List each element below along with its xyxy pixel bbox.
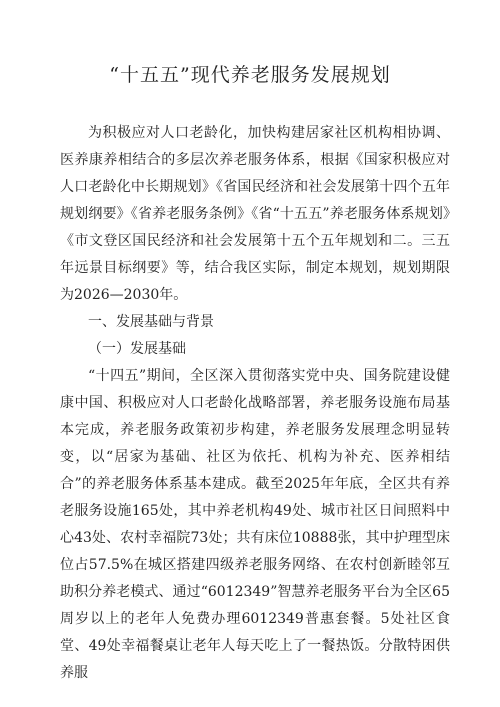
body-paragraph: “十四五”期间，全区深入贯彻落实党中央、国务院建设健康中国、积极应对人口老龄化战略部署，养老服务设施布局基本完成，养老服务政策初步构建，养老服务发展理念明显转变，以“居家为基础、社区为依托、机构为补充、医养相结合”的养老服务体系基本建成。截至2025年年底，全区共有养老服务设施165处，其中养老机构49处、城市社区日间照料中心43处、农村幸福院73处；共有床位10888张，其中护理型床位占57.5%在城区搭建四级养老服务网络、在农村创新睦邻互助积分养老模式、通过“6012349”智慧养老服务平台为全区65周岁以上的老年人免费办理6012349普惠套餐。5处社区食堂、49处幸福餐桌让老年人每天吃上了一餐热饭。分散特困供养服 <box>60 368 450 681</box>
intro-paragraph: 为积极应对人口老龄化，加快构建居家社区机构相协调、医养康养相结合的多层次养老服务体系，根据《国家积极应对人口老龄化中长期规划》《省国民经济和社会发展第十四个五年规划纲要》《省养老服务条例》《省“十五五”养老服务体系规划》《市文登区国民经济和社会发展第十五个五年规划和二。三五年远景目标纲要》等，结合我区实际，制定本规划，规划期限为2026—2030年。 <box>60 125 450 303</box>
document-title: “十五五”现代养老服务发展规划 <box>109 64 391 86</box>
section-heading: 一、发展基础与背景 <box>88 314 214 330</box>
document-body <box>60 120 450 687</box>
subsection-heading: （一）发展基础 <box>88 341 186 357</box>
